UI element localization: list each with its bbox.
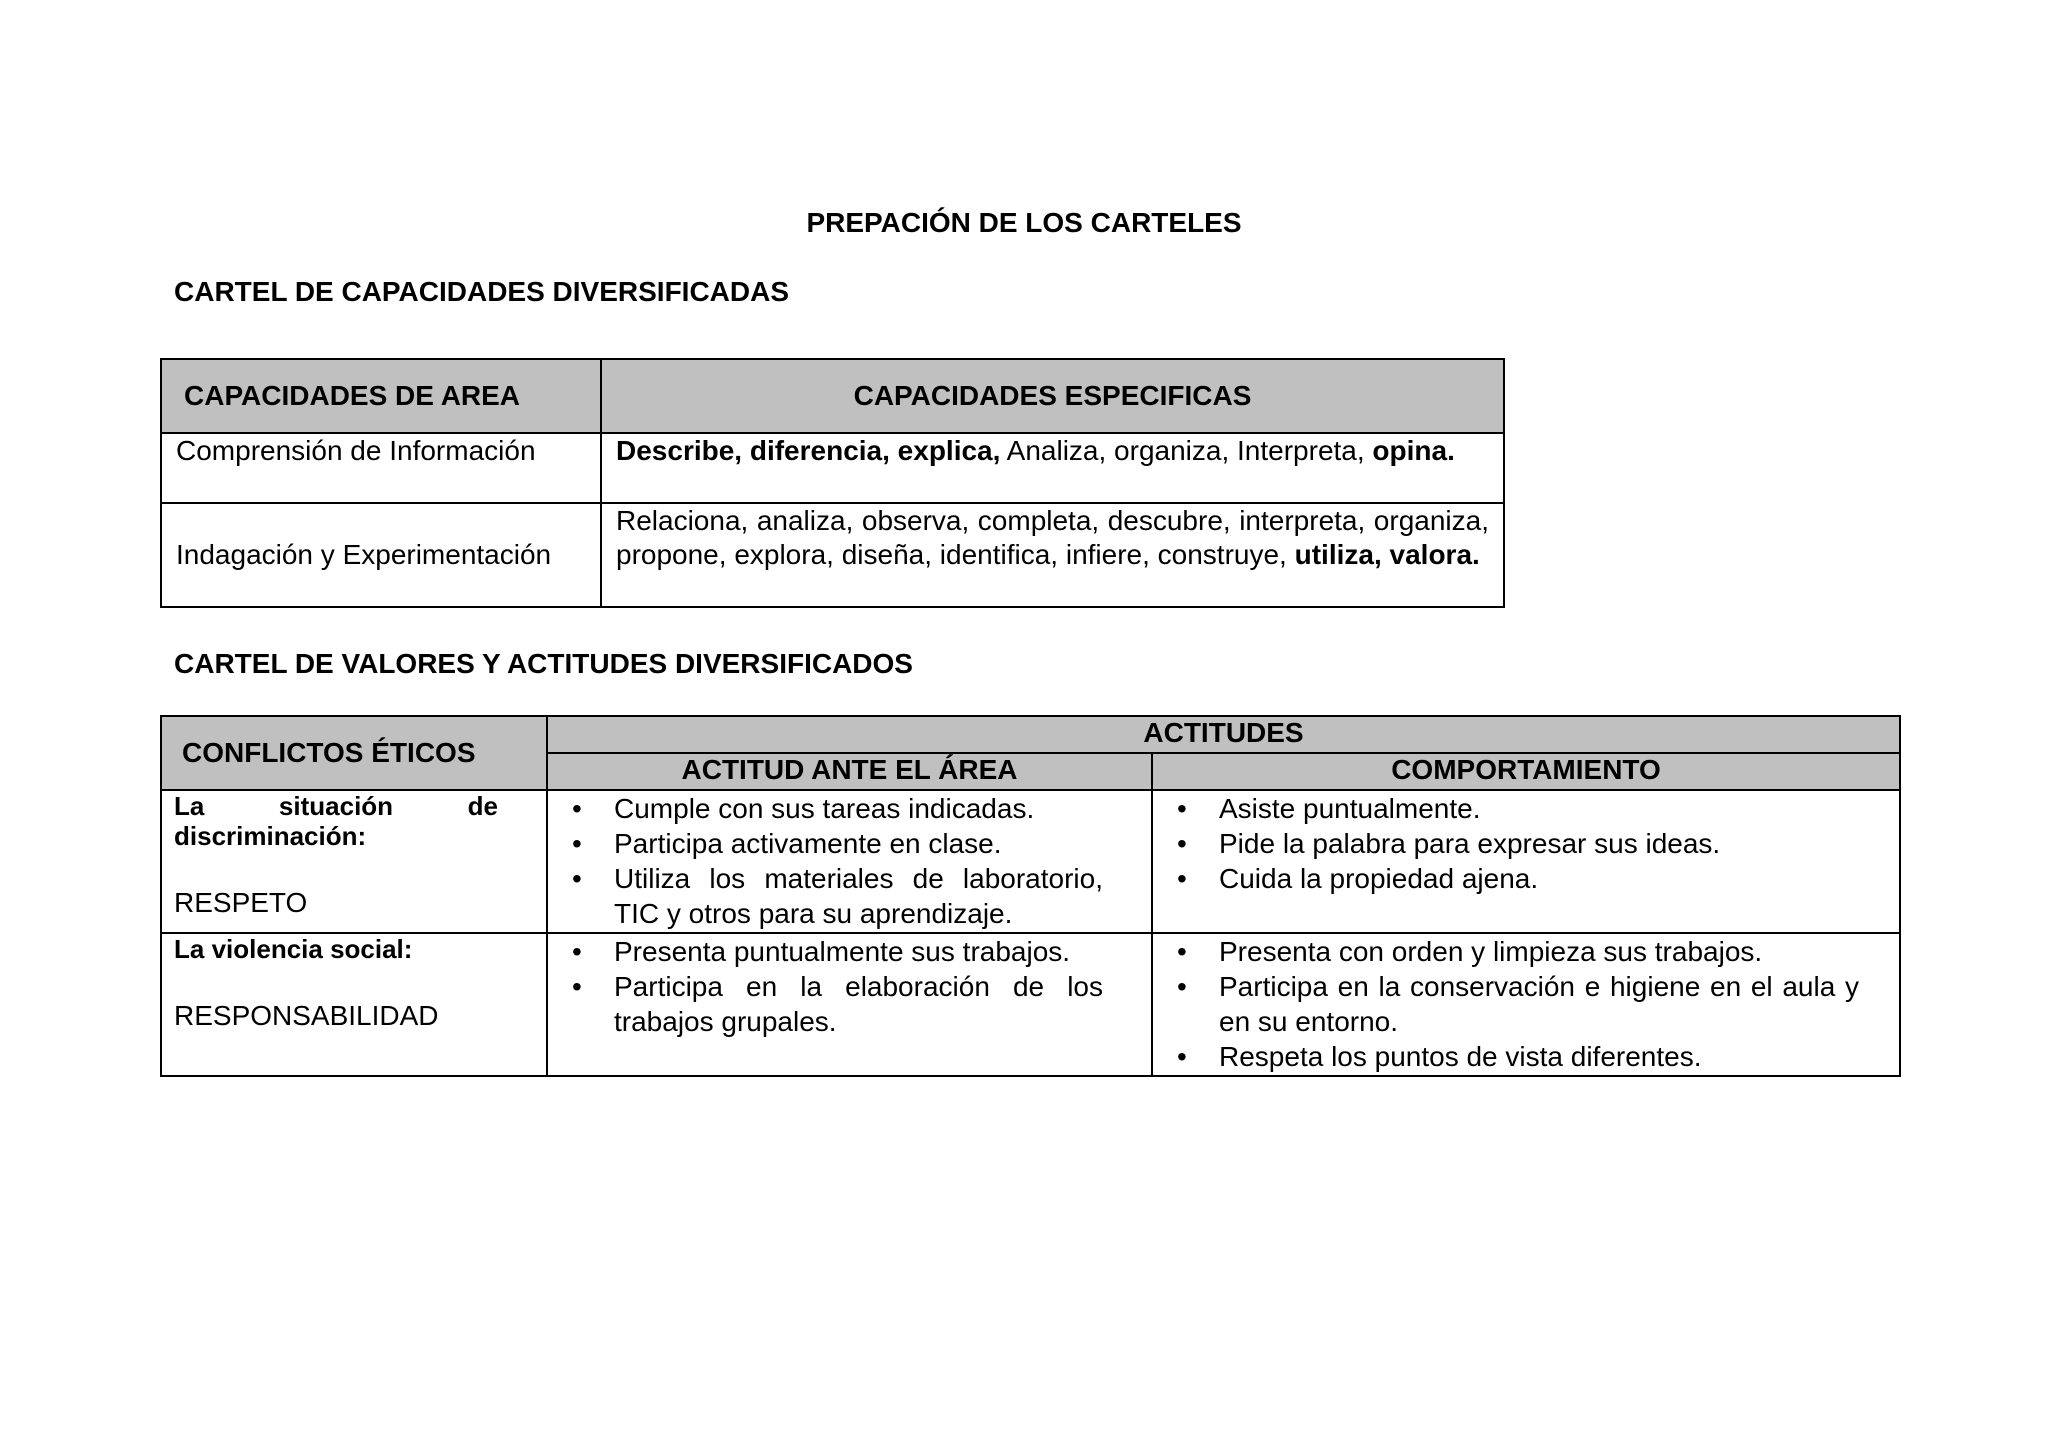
table-row <box>161 790 1900 933</box>
area-cell: Comprensión de Información <box>161 433 601 503</box>
especificas-cell <box>601 433 1504 503</box>
section-title-capacidades: CARTEL DE CAPACIDADES DIVERSIFICADAS <box>174 276 790 307</box>
conflicto-cell <box>161 790 547 933</box>
valor-label: RESPONSABILIDAD <box>174 1000 439 1031</box>
list-item: • Respeta los puntos de vista diferentes. <box>1163 1039 1859 1074</box>
valor-label: RESPETO <box>174 887 308 918</box>
conflicto-title: La situación de discriminación: <box>174 791 498 851</box>
actitud-list <box>558 791 1103 931</box>
header-conflictos-eticos: CONFLICTOS ÉTICOS <box>161 716 547 790</box>
valores-table <box>160 715 1901 1077</box>
header-actitudes: ACTITUDES <box>547 716 1900 753</box>
conflicto-title: La violencia social: <box>174 934 413 964</box>
actitud-area-cell <box>547 933 1152 1076</box>
area-cell: Indagación y Experimentación <box>161 503 601 607</box>
especificas-text: Relaciona, analiza, observa, completa, descubre, interpreta, organiza, propone, explora, diseña, identifica, infiere, construye, <box>616 505 1489 570</box>
comportamiento-list <box>1163 934 1859 1074</box>
page-title: PREPACIÓN DE LOS CARTELES <box>806 207 1242 238</box>
list-item: • Presenta con orden y limpieza sus trabajos. <box>1163 934 1859 969</box>
table-row <box>161 503 1504 607</box>
table-header-row <box>161 359 1504 433</box>
table-row <box>161 933 1900 1076</box>
actitud-list <box>558 934 1103 1039</box>
list-item: • Participa en la elaboración de los trabajos grupales. <box>558 969 1103 1039</box>
header-capacidades-especificas: CAPACIDADES ESPECIFICAS <box>601 359 1504 433</box>
conflicto-cell <box>161 933 547 1076</box>
comportamiento-cell <box>1152 933 1900 1076</box>
list-item: • Cuida la propiedad ajena. <box>1163 861 1859 896</box>
section-title-valores: CARTEL DE VALORES Y ACTITUDES DIVERSIFICADOS <box>174 648 913 679</box>
header-actitud-area: ACTITUD ANTE EL ÁREA <box>547 753 1152 790</box>
capacidades-table <box>160 358 1505 608</box>
especificas-bold: Describe, diferencia, explica, <box>616 435 1001 466</box>
list-item: • Presenta puntualmente sus trabajos. <box>558 934 1103 969</box>
list-item: • Pide la palabra para expresar sus ideas. <box>1163 826 1859 861</box>
especificas-bold-end: utiliza, valora. <box>1294 539 1480 570</box>
list-item: • Cumple con sus tareas indicadas. <box>558 791 1103 826</box>
list-item: • Participa activamente en clase. <box>558 826 1103 861</box>
list-item: • Asiste puntualmente. <box>1163 791 1859 826</box>
list-item: • Participa en la conservación e higiene en el aula y en su entorno. <box>1163 969 1859 1039</box>
table-row <box>161 433 1504 503</box>
comportamiento-list <box>1163 791 1859 896</box>
table-header-row <box>161 716 1900 753</box>
header-capacidades-area: CAPACIDADES DE AREA <box>161 359 601 433</box>
list-item: • Utiliza los materiales de laboratorio, TIC y otros para su aprendizaje. <box>558 861 1103 931</box>
especificas-text: Analiza, organiza, Interpreta, <box>1000 435 1373 466</box>
header-comportamiento: COMPORTAMIENTO <box>1152 753 1900 790</box>
especificas-bold-end: opina. <box>1372 435 1455 466</box>
actitud-area-cell <box>547 790 1152 933</box>
especificas-cell <box>601 503 1504 607</box>
comportamiento-cell <box>1152 790 1900 933</box>
